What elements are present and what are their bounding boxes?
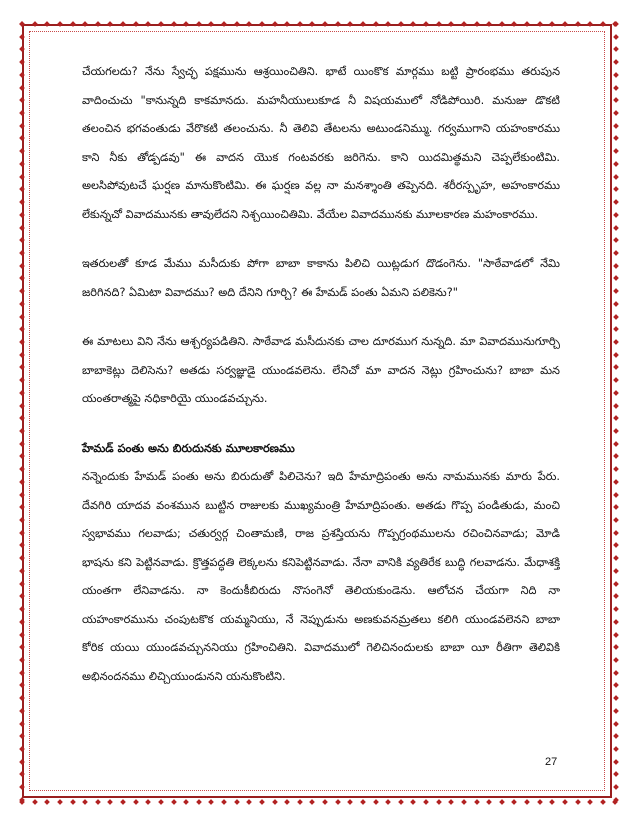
ornament-dot: [19, 34, 25, 40]
ornament-dot: [19, 326, 25, 332]
ornament-dot: [613, 428, 619, 434]
ornament-dot: [613, 581, 619, 587]
ornament-dot: [411, 799, 417, 805]
ornament-dot: [613, 339, 619, 345]
ornament-dot: [19, 110, 25, 116]
ornament-dot: [562, 21, 568, 27]
ornament-dot: [537, 21, 543, 27]
ornament-dot: [613, 759, 619, 765]
ornament-dot: [613, 174, 619, 180]
ornament-dot: [411, 21, 417, 27]
ornament-dot: [19, 85, 25, 91]
ornament-dot: [587, 799, 593, 805]
ornament-dot: [423, 799, 429, 805]
ornament-dot: [310, 21, 316, 27]
ornament-dot: [613, 746, 619, 752]
ornament-dot: [613, 161, 619, 167]
ornament-dot: [19, 797, 25, 803]
ornament-dot: [19, 466, 25, 472]
ornament-dot: [19, 59, 25, 65]
ornament-dot: [19, 339, 25, 345]
ornament-dot: [19, 530, 25, 536]
ornament-dot: [19, 555, 25, 561]
ornament-dot: [398, 799, 404, 805]
ornament-dot: [19, 428, 25, 434]
ornament-dot: [613, 415, 619, 421]
ornament-dot: [613, 784, 619, 790]
ornament-dot: [19, 365, 25, 371]
ornament-dot: [19, 479, 25, 485]
ornament-dot: [297, 799, 303, 805]
ornament-dot: [461, 21, 467, 27]
ornament-dot: [19, 72, 25, 78]
ornament-dot: [537, 799, 543, 805]
paragraph-wonder: ఈ మాటలు విని నేను ఆశ్చర్యపడితిని. సాఠేవాడ మసీదునకు చాల దూరముగ నున్నది. మా వివాదమునుగూర్చి బాబాకెట్లు దెలిసెను? అతడు సర్వజ్ఞుడై యుండవలెను. లేనిచో మా వాదన నెట్లు గ్రహించును? బాబా మన యంతరాత్మపై నధికారియై యుండవచ్చును.: [82, 335, 560, 405]
ornament-dot: [486, 799, 492, 805]
ornament-dot: [613, 314, 619, 320]
ornament-dot: [44, 799, 50, 805]
ornament-dot: [183, 21, 189, 27]
ornament-dot: [183, 799, 189, 805]
page-body: [82, 58, 560, 691]
ornament-dot: [19, 123, 25, 129]
ornament-dot: [19, 276, 25, 282]
ornament-dot: [613, 263, 619, 269]
ornament-dot: [613, 733, 619, 739]
page-number: 27: [545, 756, 558, 768]
ornament-dot: [145, 21, 151, 27]
ornament-dot: [613, 606, 619, 612]
ornament-dot: [19, 492, 25, 498]
ornament-dot: [120, 799, 126, 805]
ornament-dot: [360, 799, 366, 805]
ornament-dot: [32, 21, 38, 27]
ornament-dot: [613, 644, 619, 650]
ornament-dot: [95, 799, 101, 805]
ornament-dot: [57, 21, 63, 27]
ornament-dot: [335, 21, 341, 27]
ornament-dot: [613, 708, 619, 714]
ornament-dot: [613, 632, 619, 638]
ornament-dot: [613, 47, 619, 53]
ornament-dot: [436, 799, 442, 805]
ornament-dot: [613, 797, 619, 803]
ornament-dot: [587, 21, 593, 27]
ornament-dot: [613, 85, 619, 91]
ornament-dot: [133, 21, 139, 27]
ornament-dot: [512, 21, 518, 27]
ornament-dot: [145, 799, 151, 805]
ornament-dot: [19, 708, 25, 714]
ornament-dot: [613, 568, 619, 574]
ornament-dot: [19, 199, 25, 205]
ornament-dot: [19, 581, 25, 587]
ornament-dot: [613, 136, 619, 142]
ornament-dot: [19, 225, 25, 231]
ornament-dot: [448, 799, 454, 805]
ornament-dot: [613, 441, 619, 447]
ornament-dot: [19, 759, 25, 765]
ornament-dot: [272, 799, 278, 805]
ornament-dot: [613, 619, 619, 625]
ornament-dot: [171, 799, 177, 805]
border-ornament-right: [611, 22, 621, 802]
ornament-dot: [347, 799, 353, 805]
ornament-dot: [133, 799, 139, 805]
ornament-dot: [19, 148, 25, 154]
ornament-dot: [19, 606, 25, 612]
ornament-dot: [398, 21, 404, 27]
ornament-dot: [95, 21, 101, 27]
ornament-dot: [613, 276, 619, 282]
ornament-dot: [19, 237, 25, 243]
ornament-dot: [613, 377, 619, 383]
ornament-dot: [120, 21, 126, 27]
ornament-dot: [474, 799, 480, 805]
ornament-dot: [19, 263, 25, 269]
ornament-dot: [613, 187, 619, 193]
ornament-dot: [549, 799, 555, 805]
ornament-dot: [613, 555, 619, 561]
ornament-dot: [221, 799, 227, 805]
ornament-dot: [613, 301, 619, 307]
ornament-dot: [613, 110, 619, 116]
ornament-dot: [108, 21, 114, 27]
ornament-dot: [499, 21, 505, 27]
ornament-dot: [613, 390, 619, 396]
ornament-dot: [575, 799, 581, 805]
ornament-dot: [82, 21, 88, 27]
ornament-dot: [499, 799, 505, 805]
ornament-dot: [82, 799, 88, 805]
ornament-dot: [613, 492, 619, 498]
ornament-dot: [19, 415, 25, 421]
ornament-dot: [19, 568, 25, 574]
ornament-dot: [19, 314, 25, 320]
border-ornament-left: [17, 22, 27, 802]
ornament-dot: [322, 799, 328, 805]
ornament-dot: [613, 772, 619, 778]
ornament-dot: [19, 683, 25, 689]
ornament-dot: [158, 21, 164, 27]
ornament-dot: [19, 288, 25, 294]
ornament-dot: [613, 123, 619, 129]
ornament-dot: [613, 72, 619, 78]
ornament-dot: [246, 21, 252, 27]
paragraph-hemadpant: నన్నెందుకు హేమడ్ పంతు అను బిరుదుతో పిలిచెను? ఇది హేమాద్రిపంతు అను నామమునకు మారు పేరు. దేవగిరి యాదవ వంశమున బుట్టిన రాజులకు ముఖ్యమంత్రి హేమాద్రిపంతు. అతడు గొప్ప పండితుడు, మంచి స్వభావము గలవాడు; చతుర్వర్గ చింతామణి, రాజ ప్రశస్తియను గొప్పగ్రంథములను రచించినవాడు; మోడి భాషను కని పెట్టినవాడు. క్రొత్తపద్ధతి లెక్కలను కనిపెట్టినవాడు. నేనా వానికి వ్యతిరేక బుద్ధి గలవాడను. మేధాశక్తి యంతగా లేనివాడను. నా కెందుకీబిరుదు నొసంగెనో తెలియకుండెను. ఆలోచన చేయగా నిది నా యహంకారమును చంపుటకొక యమ్మనియు, నే నెప్పుడును అణకువనమ్రతలు కలిగి యుండవలెనని బాబా కోరిక యయి యుండవచ్చుననియు గ్రహించితిని. వివాదములో గెలిచినందులకు బాబా యీ రీతిగా తెలివికి అభినందనము లిచ్చియుండునని యనుకొంటిని.: [82, 470, 560, 683]
ornament-dot: [524, 799, 530, 805]
ornament-dot: [613, 479, 619, 485]
ornament-dot: [613, 594, 619, 600]
ornament-dot: [613, 466, 619, 472]
ornament-dot: [44, 21, 50, 27]
ornament-dot: [613, 403, 619, 409]
ornament-dot: [613, 543, 619, 549]
ornament-dot: [19, 187, 25, 193]
ornament-dot: [549, 21, 555, 27]
ornament-dot: [423, 21, 429, 27]
ornament-dot: [373, 799, 379, 805]
ornament-dot: [32, 799, 38, 805]
ornament-dot: [335, 799, 341, 805]
ornament-dot: [196, 799, 202, 805]
ornament-dot: [57, 799, 63, 805]
ornament-dot: [19, 670, 25, 676]
ornament-dot: [19, 543, 25, 549]
ornament-dot: [613, 530, 619, 536]
ornament-dot: [613, 670, 619, 676]
ornament-dot: [234, 21, 240, 27]
ornament-dot: [461, 799, 467, 805]
ornament-dot: [209, 21, 215, 27]
ornament-dot: [19, 657, 25, 663]
ornament-dot: [613, 695, 619, 701]
ornament-dot: [322, 21, 328, 27]
ornament-dot: [600, 21, 606, 27]
ornament-dot: [19, 721, 25, 727]
ornament-dot: [19, 21, 25, 27]
ornament-dot: [385, 799, 391, 805]
ornament-dot: [108, 799, 114, 805]
ornament-dot: [474, 21, 480, 27]
border-ornament-top: [20, 19, 618, 29]
section-heading: హేమడ్ పంతు అను బిరుదునకు మూలకారణము: [82, 441, 295, 455]
ornament-dot: [562, 799, 568, 805]
ornament-dot: [613, 237, 619, 243]
ornament-dot: [613, 721, 619, 727]
ornament-dot: [436, 21, 442, 27]
ornament-dot: [19, 212, 25, 218]
ornament-dot: [19, 97, 25, 103]
ornament-dot: [613, 212, 619, 218]
ornament-dot: [19, 733, 25, 739]
ornament-dot: [613, 148, 619, 154]
ornament-dot: [209, 799, 215, 805]
ornament-dot: [19, 136, 25, 142]
ornament-dot: [19, 454, 25, 460]
ornament-dot: [385, 21, 391, 27]
ornament-dot: [613, 250, 619, 256]
ornament-dot: [19, 504, 25, 510]
ornament-dot: [19, 644, 25, 650]
ornament-dot: [272, 21, 278, 27]
ornament-dot: [70, 21, 76, 27]
ornament-dot: [613, 352, 619, 358]
ornament-dot: [19, 161, 25, 167]
ornament-dot: [246, 799, 252, 805]
ornament-dot: [613, 517, 619, 523]
ornament-dot: [19, 772, 25, 778]
paragraph-masjid-question: ఇతరులతో కూడ మేము మసీదుకు పోగా బాబా కాకాను పిలిచి యిట్లడుగ దొడంగెను. "సాఠేవాడలో నేమి జరిగినది? ఏమిటా వివాదము? అది దేనిని గూర్చి? ఈ హేమడ్ పంతు ఏమని పలికెను?": [82, 257, 560, 299]
ornament-dot: [259, 799, 265, 805]
ornament-dot: [19, 390, 25, 396]
ornament-dot: [19, 174, 25, 180]
ornament-dot: [19, 746, 25, 752]
border-ornament-bottom: [20, 797, 618, 807]
ornament-dot: [19, 632, 25, 638]
ornament-dot: [360, 21, 366, 27]
ornament-dot: [19, 301, 25, 307]
ornament-dot: [613, 59, 619, 65]
ornament-dot: [19, 594, 25, 600]
paragraph-continued: చేయగలదు? నేను స్వేచ్ఛ పక్షమును ఆశ్రయించితిని. భాటే యింకొక మార్గము బట్టి ప్రారంభము తరుపున వాదించుచు "కానున్నది కాకమానదు. మహనీయులుకూడ నీ విషయములో నోడిపోయిరి. మనుజు డొకటి తలంచిన భగవంతుడు వేరొకటి తలంచును. నీ తెలివి తేటలను అటుండనిమ్ము. గర్వముగాని యహంకారము కాని నీకు తోడ్పడవు" ఈ వాదన యొక గంటవరకు జరిగెను. కాని యిదమిత్థమని చెప్పలేకుంటిమి. అలసిపోవుటచే ఘర్షణ మానుకొంటిమి. ఈ ఘర్షణ వల్ల నా మనశ్శాంతి తప్పెనది. శరీరస్పృహ, అహంకారము లేకున్నచో వివాదమునకు తావులేదని నిశ్చయించితిమి. వేయేల వివాదమునకు మూలకారణ మహంకారము.: [82, 65, 560, 221]
ornament-dot: [196, 21, 202, 27]
ornament-dot: [448, 21, 454, 27]
ornament-dot: [19, 352, 25, 358]
ornament-dot: [19, 784, 25, 790]
ornament-dot: [297, 21, 303, 27]
ornament-dot: [613, 657, 619, 663]
ornament-dot: [512, 799, 518, 805]
ornament-dot: [613, 225, 619, 231]
ornament-dot: [234, 799, 240, 805]
ornament-dot: [19, 250, 25, 256]
ornament-dot: [284, 799, 290, 805]
ornament-dot: [600, 799, 606, 805]
ornament-dot: [158, 799, 164, 805]
ornament-dot: [284, 21, 290, 27]
ornament-dot: [347, 21, 353, 27]
ornament-dot: [259, 21, 265, 27]
ornament-dot: [613, 683, 619, 689]
ornament-dot: [310, 799, 316, 805]
ornament-dot: [19, 377, 25, 383]
ornament-dot: [19, 441, 25, 447]
ornament-dot: [373, 21, 379, 27]
ornament-dot: [19, 695, 25, 701]
ornament-dot: [19, 619, 25, 625]
ornament-dot: [613, 97, 619, 103]
ornament-dot: [613, 199, 619, 205]
ornament-dot: [613, 365, 619, 371]
ornament-dot: [221, 21, 227, 27]
ornament-dot: [613, 326, 619, 332]
ornament-dot: [171, 21, 177, 27]
ornament-dot: [486, 21, 492, 27]
ornament-dot: [613, 454, 619, 460]
ornament-dot: [575, 21, 581, 27]
ornament-dot: [613, 34, 619, 40]
ornament-dot: [613, 504, 619, 510]
ornament-dot: [19, 403, 25, 409]
ornament-dot: [19, 517, 25, 523]
ornament-dot: [19, 47, 25, 53]
ornament-dot: [613, 288, 619, 294]
ornament-dot: [70, 799, 76, 805]
ornament-dot: [613, 21, 619, 27]
ornament-dot: [524, 21, 530, 27]
